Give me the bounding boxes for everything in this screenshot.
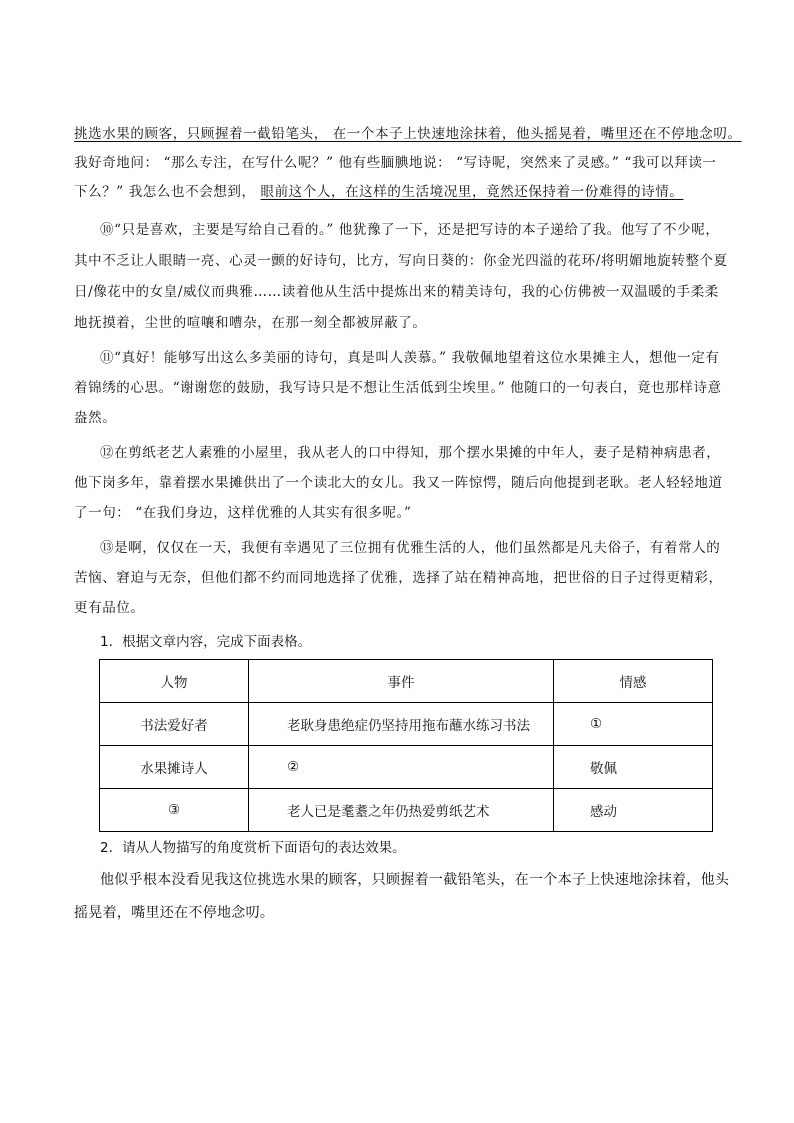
passage-p13-line3: 更有品位。 xyxy=(74,600,145,616)
table-header-emotion: 情感 xyxy=(554,660,713,703)
passage-p1-line1: 挑选水果的顾客，只顾握着一截铅笔头， 在一个本子上快速地涂抹着，他头摇晃着，嘴里还在不停地念叨。 xyxy=(74,126,742,142)
passage-p13-line2: 苦恼、窘迫与无奈，但他们都不约而同地选择了优雅，选择了站在精神高地，把世俗的日子过得更精彩， xyxy=(74,570,723,586)
passage-p11-line2: 着锦绣的心思。“谢谢您的鼓励，我写诗只是不想让生活低到尘埃里。” 他随口的一句表白，竟也那样诗意 xyxy=(74,380,722,396)
passage-p12-line2: 他下岗多年，靠着摆水果摊供出了一个读北大的女儿。我又一阵惊愕，随后向他提到老耿。老人轻轻地道 xyxy=(74,475,723,491)
question2-quote-line2: 摇晃着，嘴里还在不停地念叨。 xyxy=(74,905,275,921)
passage-p12-line1: ⑫在剪纸老艺人素雅的小屋里，我从老人的口中得知，那个摆水果摊的中年人，妻子是精神病患者， xyxy=(100,445,721,461)
table-cell-person-blank: ③ xyxy=(100,789,249,832)
table-cell-person: 书法爱好者 xyxy=(100,703,249,746)
table-row xyxy=(100,746,713,789)
passage-p13-line1: ⑬是啊，仅仅在一天，我便有幸遇见了三位拥有优雅生活的人，他们虽然都是凡夫俗子，有着常人的 xyxy=(100,540,721,556)
table-cell-emotion: 感动 xyxy=(554,789,713,832)
table-cell-emotion-blank: ① xyxy=(554,703,713,746)
passage-p1-line3-underlined: 眼前这个人，在这样的生活境况里，竟然还保持着一份难得的诗情。 xyxy=(260,184,684,200)
table-cell-person: 水果摊诗人 xyxy=(100,746,249,789)
passage-p10-line4: 地抚摸着，尘世的喧嚷和嘈杂，在那一刻全都被屏蔽了。 xyxy=(74,315,427,331)
table-row xyxy=(100,703,713,746)
table-cell-emotion: 敬佩 xyxy=(554,746,713,789)
table-row xyxy=(100,789,713,832)
passage-p10-line3: 日/像花中的女皇/威仪而典雅……读着他从生活中提炼出来的精美诗句，我的心仿佛被一双温暖的手柔柔 xyxy=(74,284,719,300)
passage-p11-line1: ⑪“真好！能够写出这么多美丽的诗句，真是叫人羡慕。” 我敬佩地望着这位水果摊主人，想他一定有 xyxy=(100,350,720,366)
table-header-row xyxy=(100,660,713,703)
question2-prompt: 2．请从人物描写的角度赏析下面语句的表达效果。 xyxy=(100,840,406,856)
table-header-person: 人物 xyxy=(100,660,249,703)
passage-p12-line3: 了一句： “在我们身边，这样优雅的人其实有很多呢。” xyxy=(74,505,412,521)
question2-quote-line1: 他似乎根本没看见我这位挑选水果的顾客，只顾握着一截铅笔头，在一个本子上快速地涂抹着，他头 xyxy=(100,872,730,888)
passage-p1-line3-plain: 下么？” 我怎么也不会想到， xyxy=(74,184,261,200)
passage-p1-line3 xyxy=(74,182,734,202)
question1-table xyxy=(99,659,713,832)
passage-p11-line3: 盎然。 xyxy=(74,410,117,426)
table-cell-event: 老耿身患绝症仍坚持用拖布蘸水练习书法 xyxy=(249,703,554,746)
table-cell-event: 老人已是耄耋之年仍热爱剪纸艺术 xyxy=(249,789,554,832)
passage-p10-line2: 其中不乏让人眼睛一亮、心灵一颤的好诗句，比方，写向日葵的：你金光四溢的花环/将明媚地旋转整个夏 xyxy=(74,253,728,269)
table-header-event: 事件 xyxy=(249,660,554,703)
table-cell-event-blank: ② xyxy=(249,746,554,789)
question1-prompt: 1．根据文章内容，完成下面表格。 xyxy=(100,634,312,650)
passage-p10-line1: ⑩“只是喜欢，主要是写给自己看的。” 他犹豫了一下，还是把写诗的本子递给了我。他写了不少呢， xyxy=(100,222,720,238)
passage-p1-line2: 我好奇地问： “那么专注，在写什么呢？” 他有些腼腆地说： “写诗呢，突然来了灵感。” “我可以拜读一 xyxy=(74,155,717,171)
